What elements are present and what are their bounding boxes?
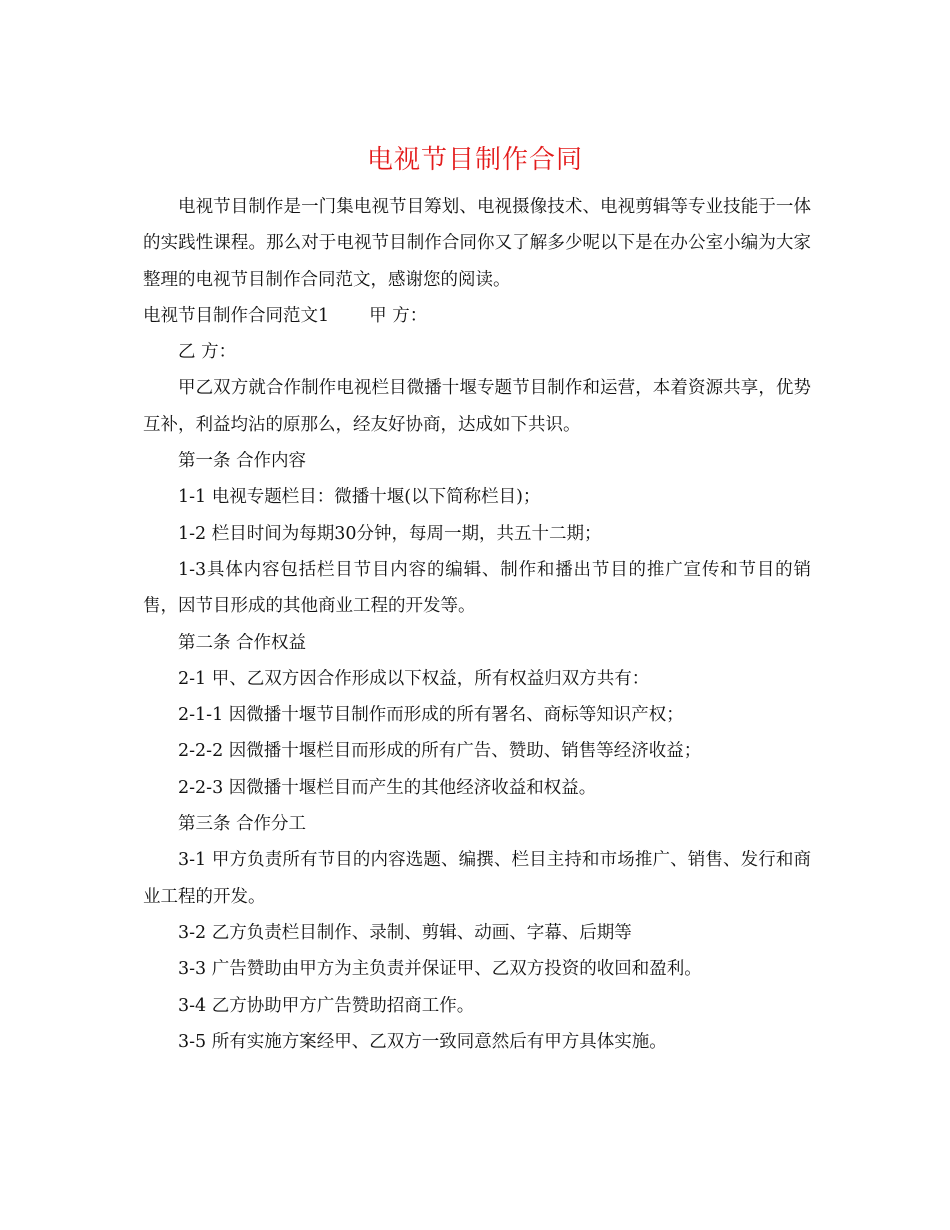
clause-3-3: 3-3 广告赞助由甲方为主负责并保证甲、乙双方投资的收回和盈利。 — [178, 959, 702, 980]
clause-3-2: 3-2 乙方负责栏目制作、录制、剪辑、动画、字幕、后期等 — [178, 922, 632, 943]
preamble-paragraph: 甲乙双方就合作制作电视栏目微播十堰专题节目制作和运营，本着资源共享，优势互补，利益均沾的原那么，经友好协商，达成如下共识。 — [143, 378, 811, 435]
article-3-heading: 第三条 合作分工 — [178, 814, 307, 835]
clause-2-1-1: 2-1-1 因微播十堰节目制作而形成的所有署名、商标等知识产权； — [178, 705, 684, 726]
party-a-label: 甲 方： — [369, 305, 428, 326]
clause-1-3: 1-3具体内容包括栏目节目内容的编辑、制作和播出节目的推广宣传和节目的销售，因节目形成的其他商业工程的开发等。 — [143, 559, 811, 617]
clause-3-5: 3-5 所有实施方案经甲、乙双方一致同意然后有甲方具体实施。 — [178, 1031, 667, 1052]
clause-3-1: 3-1 甲方负责所有节目的内容选题、编撰、栏目主持和市场推广、销售、发行和商业工程的开发。 — [143, 850, 811, 907]
clause-1-1: 1-1 电视专题栏目：微播十堰(以下简称栏目)； — [178, 487, 541, 508]
clause-2-2-3: 2-2-3 因微播十堰栏目而产生的其他经济收益和权益。 — [178, 777, 597, 798]
clause-1-2: 1-2 栏目时间为每期30分钟，每周一期，共五十二期； — [178, 523, 602, 544]
clause-3-4: 3-4 乙方协助甲方广告赞助招商工作。 — [178, 995, 475, 1016]
article-1-heading: 第一条 合作内容 — [178, 451, 307, 472]
intro-paragraph: 电视节目制作是一门集电视节目筹划、电视摄像技术、电视剪辑等专业技能于一体的实践性课程。那么对于电视节目制作合同你又了解多少呢以下是在办公室小编为大家整理的电视节目制作合同范文，感谢您的阅读。 — [143, 197, 811, 290]
party-b-label: 乙 方： — [178, 342, 237, 363]
document-body — [143, 189, 811, 1060]
document-title: 电视节目制作合同 — [366, 145, 583, 175]
sample-heading: 电视节目制作合同范文1 — [143, 305, 330, 326]
sample-heading-line — [143, 298, 811, 334]
clause-2-1: 2-1 甲、乙双方因合作形成以下权益，所有权益归双方共有： — [178, 668, 650, 689]
clause-2-2-2: 2-2-2 因微播十堰栏目而形成的所有广告、赞助、销售等经济收益； — [178, 741, 702, 762]
article-2-heading: 第二条 合作权益 — [178, 632, 307, 653]
